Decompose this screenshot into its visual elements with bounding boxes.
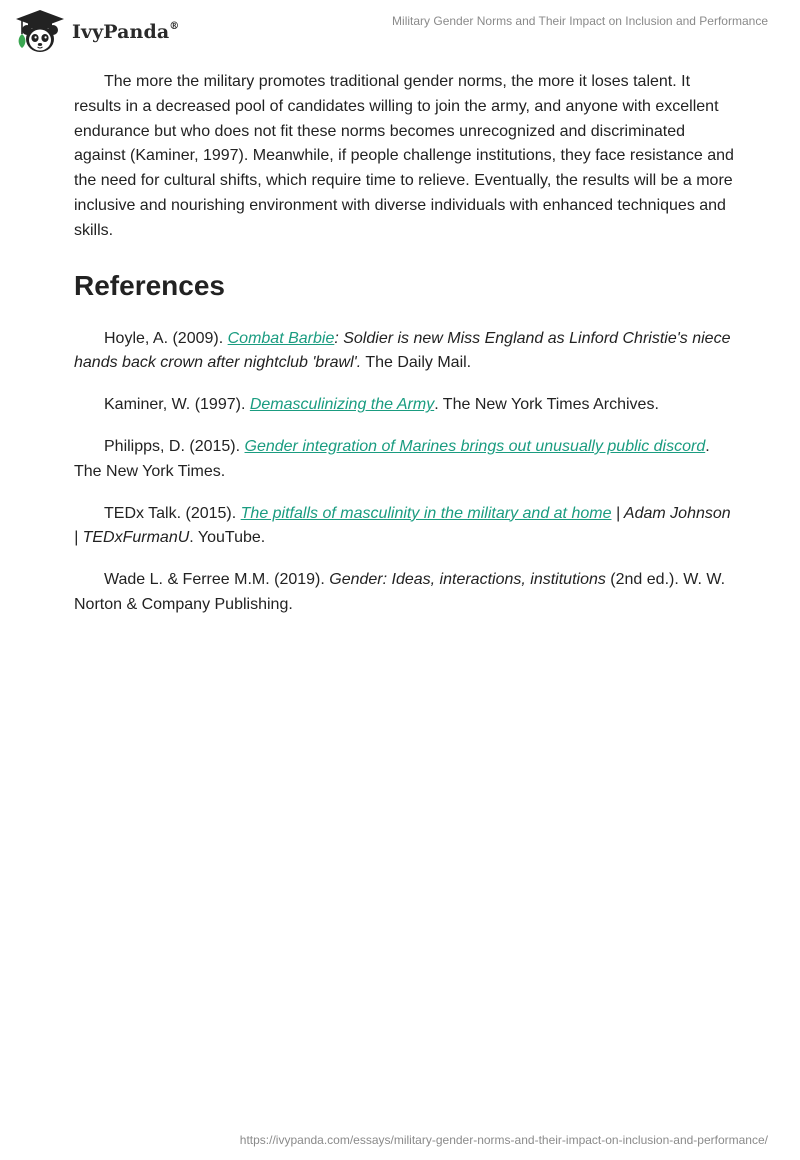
reference-author: Hoyle, A. (2009). [104, 329, 228, 347]
main-content [74, 70, 734, 618]
reference-item-tedx [74, 502, 734, 552]
reference-source: . The New York Times Archives. [434, 396, 659, 414]
reference-italic: : Soldier is new Miss England as Linford Christie's niece hands back crown after nightclub 'brawl'. [74, 329, 731, 372]
reference-source: . YouTube. [189, 529, 266, 547]
reference-source: . The New York Times. [74, 437, 710, 480]
reference-item-hoyle [74, 327, 734, 377]
ivypanda-logo[interactable] [14, 8, 179, 54]
panda-graduate-icon [14, 8, 66, 54]
references-heading: References [74, 269, 225, 301]
reference-link[interactable]: Combat Barbie [227, 329, 335, 347]
document-title: Military Gender Norms and Their Impact on Inclusion and Performance [392, 14, 768, 28]
page-header [0, 0, 800, 60]
reference-italic: | Adam Johnson | TEDxFurmanU [74, 504, 731, 547]
reference-italic: Gender: Ideas, interactions, institutions [329, 571, 606, 589]
reference-link[interactable]: Gender integration of Marines brings out unusually public discord [244, 437, 706, 455]
reference-source: The Daily Mail. [361, 354, 472, 372]
reference-author: Kaminer, W. (1997). [104, 396, 250, 414]
reference-author: Wade L. & Ferree M.M. (2019). [104, 571, 330, 589]
reference-item-philipps [74, 435, 734, 485]
reference-link[interactable]: The pitfalls of masculinity in the military and at home [240, 504, 612, 522]
reference-source: (2nd ed.). W. W. Norton & Company Publishing. [74, 571, 726, 613]
reference-author: Philipps, D. (2015). [104, 437, 245, 455]
reference-item-kaminer [74, 393, 734, 418]
footer-url[interactable]: https://ivypanda.com/essays/military-gender-norms-and-their-impact-on-inclusion-and-performance/ [239, 1133, 768, 1147]
reference-item-wade [74, 568, 734, 618]
body-paragraph: The more the military promotes traditional gender norms, the more it loses talent. It results in a decreased pool of candidates willing to join the army, and anyone with excellent endurance but who does not fit these norms becomes unrecognized and discriminated against (Kaminer, 1997). Meanwhile, if people challenge institutions, they face resistance and the need for cultural shifts, which require time to relieve. Eventually, the results will be a more inclusive and nourishing environment with diverse individuals with enhanced techniques and skills. [74, 73, 734, 239]
reference-link[interactable]: Demasculinizing the Army [249, 396, 435, 414]
reference-author: TEDx Talk. (2015). [104, 504, 241, 522]
logo-text: IvyPanda® [72, 20, 180, 43]
